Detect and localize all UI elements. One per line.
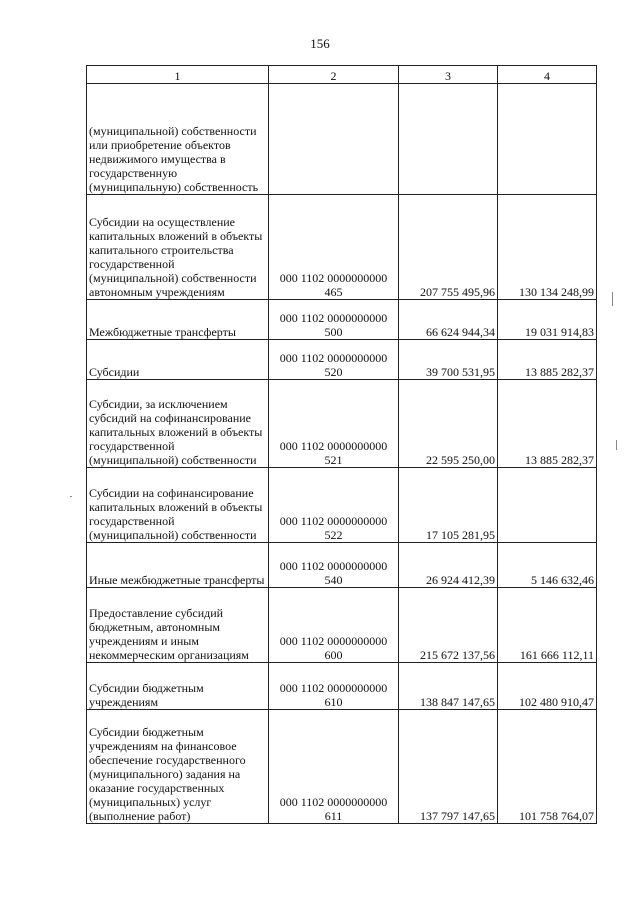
- row-code-suffix: 611: [324, 809, 343, 823]
- row-value-col4: 19 031 914,83: [498, 300, 597, 340]
- row-code: [269, 380, 399, 468]
- row-code-line: 000 1102 0000000000: [279, 351, 388, 365]
- column-header: 4: [498, 66, 597, 84]
- column-header: 2: [269, 66, 399, 84]
- row-name: Субсидии на осуществление капитальных вложений в объекты капитального строительства государственной (муниципальной) собственности автономным учреждениям: [87, 195, 269, 300]
- row-code: [269, 710, 399, 824]
- row-value-col4: 13 885 282,37: [498, 340, 597, 380]
- row-value-col3: 26 924 412,39: [399, 543, 498, 588]
- row-code-line: 000 1102 0000000000: [279, 634, 388, 648]
- row-value-col4: 161 666 112,11: [498, 588, 597, 663]
- table-row: [87, 340, 597, 380]
- row-value-col4: 101 758 764,07: [498, 710, 597, 824]
- row-code-suffix: 500: [324, 325, 343, 339]
- row-code-suffix: 600: [324, 648, 343, 662]
- row-value-col3: 17 105 281,95: [399, 468, 498, 543]
- row-value-col4: [498, 468, 597, 543]
- row-code-line: 000 1102 0000000000: [279, 271, 388, 285]
- row-name: Межбюджетные трансферты: [87, 300, 269, 340]
- row-code: [269, 663, 399, 710]
- row-code: [269, 195, 399, 300]
- row-code-line: 000 1102 0000000000: [279, 559, 388, 573]
- row-value-col3: [399, 84, 498, 195]
- row-value-col3: 207 755 495,96: [399, 195, 498, 300]
- scan-speck: [612, 292, 613, 306]
- budget-table: [86, 65, 597, 824]
- row-code-suffix: 520: [324, 365, 343, 379]
- row-code-suffix: 540: [324, 573, 343, 587]
- row-code-line: 000 1102 0000000000: [279, 795, 388, 809]
- row-name: Субсидии на софинансирование капитальных вложений в объекты государственной (муниципальной) собственности: [87, 468, 269, 543]
- table-header-row: [87, 66, 597, 84]
- table-row: [87, 380, 597, 468]
- table-row: [87, 588, 597, 663]
- row-name: Субсидии бюджетным учреждениям на финансовое обеспечение государственного (муниципального) задания на оказание государственных (муниципальных) услуг (выполнение работ): [87, 710, 269, 824]
- table-row: [87, 84, 597, 195]
- row-code: [269, 588, 399, 663]
- row-code-suffix: 521: [324, 453, 343, 467]
- row-value-col4: [498, 84, 597, 195]
- row-code: [269, 468, 399, 543]
- row-value-col4: 5 146 632,46: [498, 543, 597, 588]
- table-row: [87, 195, 597, 300]
- row-code-line: 000 1102 0000000000: [279, 311, 388, 325]
- row-name: (муниципальной) собственности или приобретение объектов недвижимого имущества в государственную (муниципальную) собственность: [87, 84, 269, 195]
- row-value-col3: 39 700 531,95: [399, 340, 498, 380]
- row-name: Иные межбюджетные трансферты: [87, 543, 269, 588]
- row-name: Субсидии бюджетным учреждениям: [87, 663, 269, 710]
- row-code-suffix: 465: [324, 285, 343, 299]
- column-header: 1: [87, 66, 269, 84]
- row-value-col3: 138 847 147,65: [399, 663, 498, 710]
- row-name: Предоставление субсидий бюджетным, автономным учреждениям и иным некоммерческим организациям: [87, 588, 269, 663]
- row-name: Субсидии, за исключением субсидий на софинансирование капитальных вложений в объекты государственной (муниципальной) собственности: [87, 380, 269, 468]
- row-code-suffix: 522: [324, 528, 343, 542]
- row-code-line: 000 1102 0000000000: [279, 514, 388, 528]
- row-value-col4: 130 134 248,99: [498, 195, 597, 300]
- table-row: [87, 663, 597, 710]
- row-code-suffix: 610: [324, 695, 343, 709]
- row-value-col4: 102 480 910,47: [498, 663, 597, 710]
- table-row: [87, 300, 597, 340]
- row-name: Субсидии: [87, 340, 269, 380]
- table-row: [87, 543, 597, 588]
- page-number: 156: [310, 36, 330, 51]
- row-value-col3: 22 595 250,00: [399, 380, 498, 468]
- table-row: [87, 710, 597, 824]
- row-code: [269, 300, 399, 340]
- column-header: 3: [399, 66, 498, 84]
- row-code-line: 000 1102 0000000000: [279, 681, 388, 695]
- row-value-col3: 137 797 147,65: [399, 710, 498, 824]
- row-value-col3: 215 672 137,56: [399, 588, 498, 663]
- scan-speck: [70, 496, 72, 497]
- row-code: [269, 84, 399, 195]
- scan-speck: [616, 440, 617, 450]
- table-row: [87, 468, 597, 543]
- row-code: [269, 543, 399, 588]
- row-code-line: 000 1102 0000000000: [279, 439, 388, 453]
- row-value-col3: 66 624 944,34: [399, 300, 498, 340]
- row-code: [269, 340, 399, 380]
- row-value-col4: 13 885 282,37: [498, 380, 597, 468]
